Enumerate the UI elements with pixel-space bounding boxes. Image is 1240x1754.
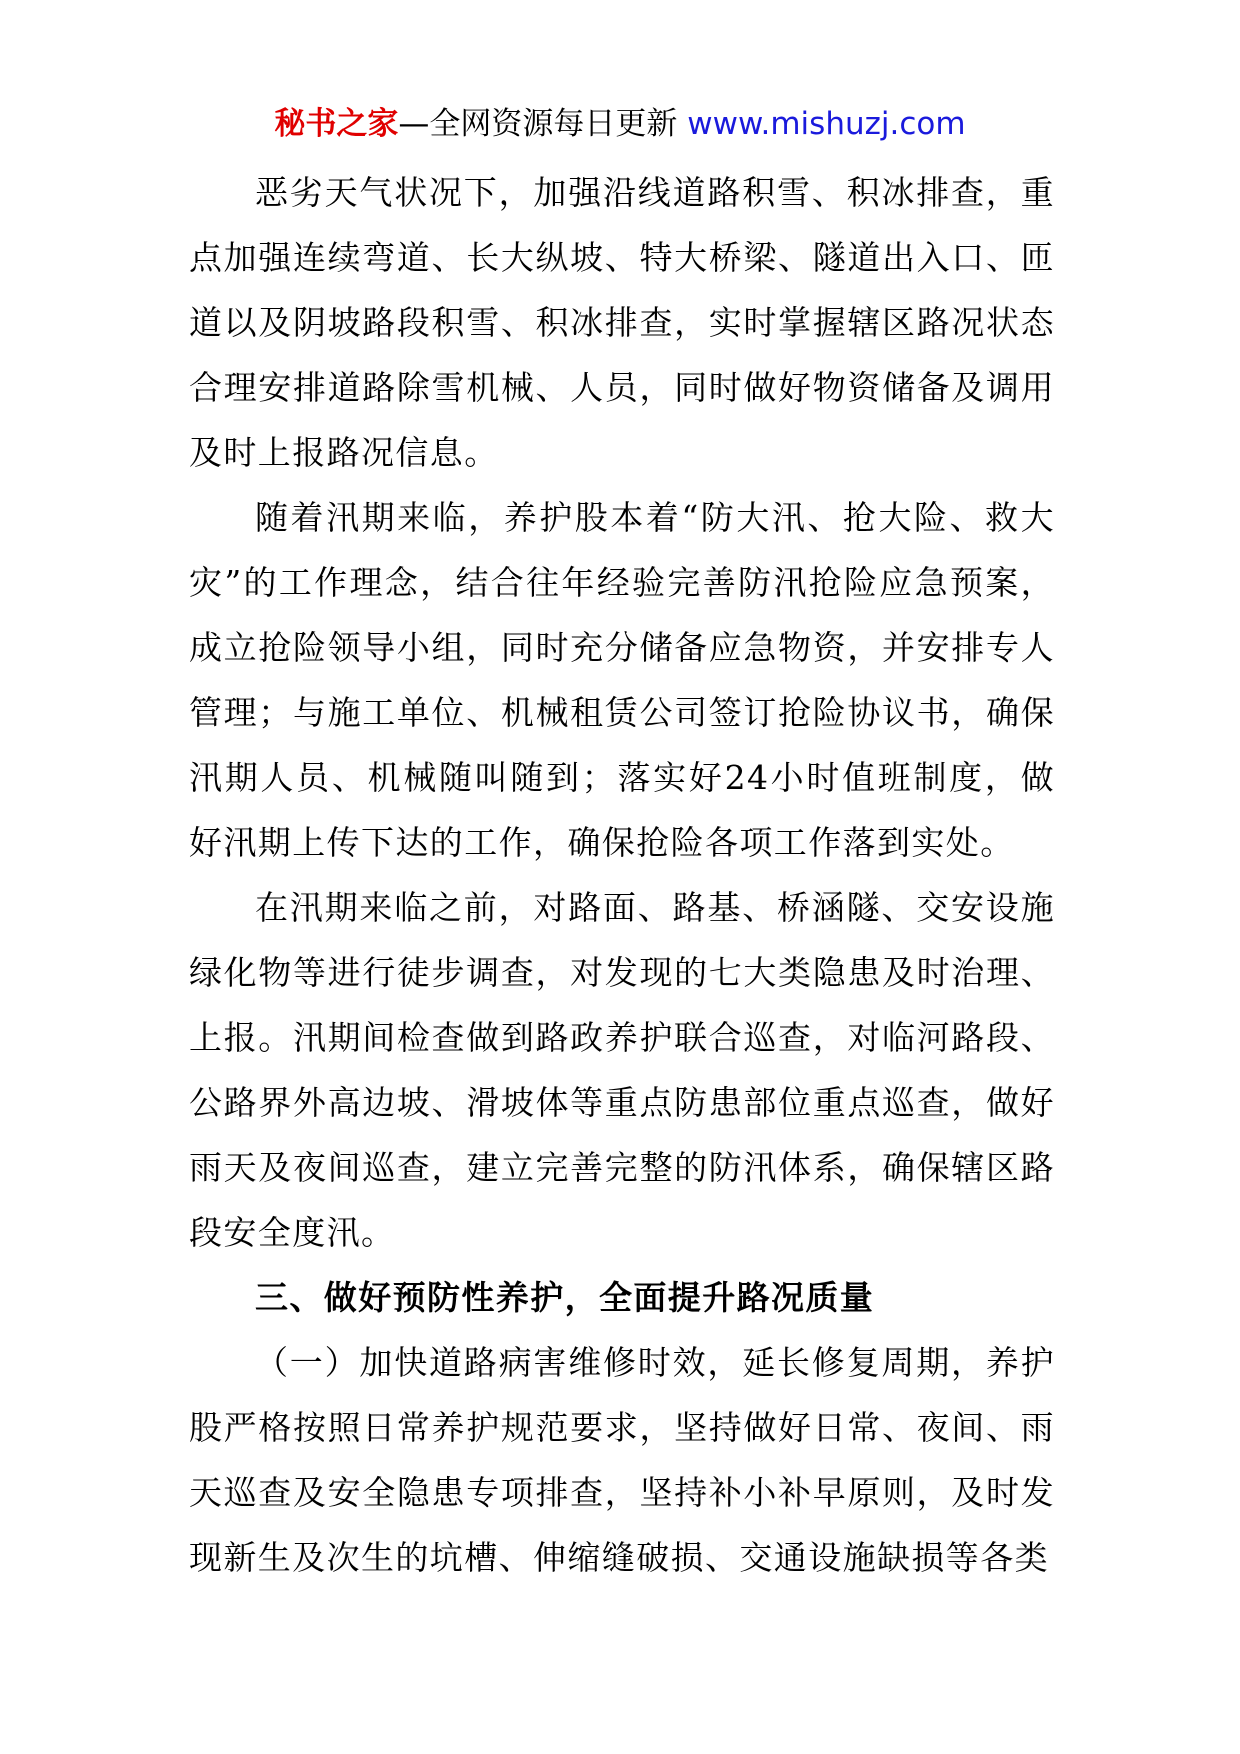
paragraph-snow-inspection: 恶劣天气状况下，加强沿线道路积雪、积冰排查，重点加强连续弯道、长大纵坡、特大桥梁、隧道出入口、匝道以及阴坡路段积雪、积冰排查，实时掌握辖区路况状态合理安排道路除雪机械、人员，同时做好物资储备及调用及时上报路况信息。: [189, 173, 1055, 472]
document-body: [189, 160, 1055, 1590]
header-url-link[interactable]: www.mishuzj.com: [687, 106, 966, 142]
paragraph-flood-season-plan: 随着汛期来临，养护股本着“防大汛、抢大险、救大灾”的工作理念，结合往年经验完善防汛抢险应急预案，成立抢险领导小组，同时充分储备应急物资，并安排专人管理；与施工单位、机械租赁公司签订抢险协议书，确保汛期人员、机械随叫随到；落实好24小时值班制度，做好汛期上传下达的工作，确保抢险各项工作落到实处。: [189, 498, 1055, 862]
paragraph-flood-inspection: 在汛期来临之前，对路面、路基、桥涵隧、交安设施绿化物等进行徒步调查，对发现的七大类隐患及时治理、上报。汛期间检查做到路政养护联合巡查，对临河路段、公路界外高边坡、滑坡体等重点防患部位重点巡查，做好雨天及夜间巡查，建立完善完整的防汛体系，确保辖区路段安全度汛。: [189, 888, 1055, 1252]
header-tagline: —全网资源每日更新: [398, 106, 688, 142]
paragraph-road-repair: （一）加快道路病害维修时效，延长修复周期，养护股严格按照日常养护规范要求，坚持做好日常、夜间、雨天巡查及安全隐患专项排查，坚持补小补早原则，及时发现新生及次生的坑槽、伸缩缝破损、交通设施缺损等各类: [189, 1343, 1055, 1577]
header-brand: 秘书之家: [274, 106, 399, 142]
page-header: [0, 100, 1240, 148]
section-heading-preventive-maintenance: 三、做好预防性养护，全面提升路况质量: [255, 1278, 875, 1317]
